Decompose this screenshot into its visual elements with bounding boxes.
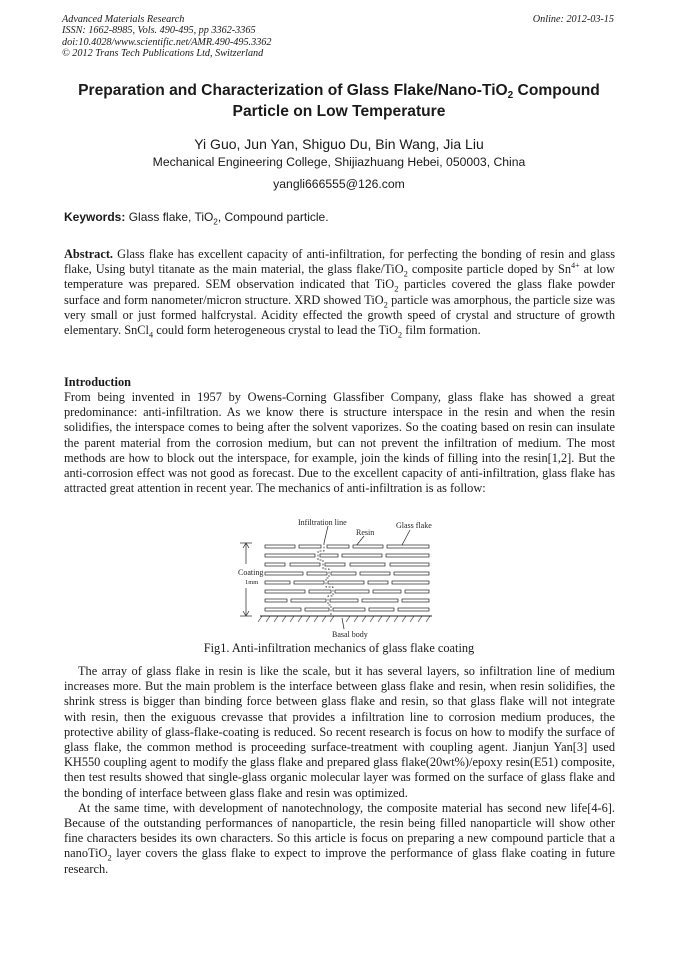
figure-caption: Fig1. Anti-infiltration mechanics of glass flake coating [203,641,475,655]
journal-name: Advanced Materials Research [62,14,185,25]
copyright-line: © 2012 Trans Tech Publications Ltd, Switzerland [62,48,264,60]
paper-title: Preparation and Characterization of Glass Flake/Nano-TiO$_2$ Compound Particle on Low Temperature [78,82,600,120]
body-paragraphs [64,664,615,877]
leader-resin [356,536,364,546]
label-coating: Coating [238,568,264,577]
keywords: Keywords: Glass flake, TiO$_2$, Compound particle. [64,210,329,227]
leader-basal [342,618,344,629]
abstract-label: Abstract. [64,247,114,261]
paragraph-3: At the same time, with development of nanotechnology, the composite material has second new life[4-6]. Because of the outstanding performances of nanoparticle, the resin being filled nanoparticle will show other fine characters besides its own characters. So this article is focus on preparing a new compound particle that a nanoTiO$_2$ layer covers the glass flake to expect to improve the performance of glass flake coating in future research. [64,800,615,876]
label-resin: Resin [356,528,375,537]
label-glass-flake: Glass flake [396,521,432,530]
glass-flake-layers [265,545,429,611]
affiliation: Mechanical Engineering College, Shijiazhuang Hebei, 050003, China [152,155,526,169]
keywords-label: Keywords: [64,210,126,224]
section-heading-introduction: Introduction [64,375,131,389]
journal-header [62,14,442,60]
doi-link[interactable]: doi:10.4028/www.scientific.net/AMR.490-495.3362 [62,36,272,48]
basal-hatching [258,616,430,622]
paragraph-2: The array of glass flake in resin is like the scale, but it has several layers, so infiltration line of medium increases more. But the main problem is the interface between glass flake and resin, when resin solidifies, the shrink stress is bigger than binding force between glass flake and resin, so that glass flake will not integrate with resin, then the exiguous crevasse that provides a infiltration line to corrosion medium produces, the protective ability of glass-flake-coating is reduced. So recent research is focus on how to modify the surface of glass flake, the common method is proceeding surface-treatment with coupling agent. Jianjun Yan[3] used KH550 coupling agent to modify the glass flake and prepared glass flake(20wt%)/epoxy resin(E51) composite, then test results showed that single-glass organic molecular layer was formed on the surface of glass flake and the bonding of interface between glass flake and resin was optimized. [64,664,615,800]
leader-infiltration [324,526,328,543]
author-list: Yi Guo, Jun Yan, Shiguo Du, Bin Wang, Jia Liu [194,136,484,152]
label-thickness: 1mm [245,579,259,586]
anti-infiltration-diagram [232,516,458,642]
label-infiltration-line: Infiltration line [298,518,347,527]
contact-email[interactable]: yangli666555@126.com [273,177,405,191]
label-basal-body: Basal body [332,630,368,639]
introduction-paragraph: From being invented in 1957 by Owens-Corning Glassfiber Company, glass flake has showed a great predominance: anti-infiltration. As we know there is structure interspace in the resin and when the resin solidifies, the interspace comes to being after the solvent vaporizes. So the coating based on resin can insulate the parent material from the corrosion medium, but can not prevent the infiltration of medium. The most methods are how to block out the interspace, for example, join the kinds of filling into the resin[1,2]. But the anti-corrosion effect was not good as forecast. Due to the excellent capacity of anti-infiltration, glass flake has attracted great attention in recent year. The mechanics of anti-infiltration is as follow: [64,390,615,496]
issn-line: ISSN: 1662-8985, Vols. 490-495, pp 3362-3365 [62,25,256,37]
abstract: Abstract. Glass flake has excellent capacity of anti-infiltration, for perfecting the bonding of resin and glass flake, Using butyl titanate as the main material, the glass flake/TiO$_2$ composite particle doped by $Sn^{4+}$ at low temperature was prepared. SEM observation indicated that TiO$_2$ particles covered the glass flake powder surface and form nanometer/micron structure. XRD showed TiO$_2$ particle was amorphous, the particle size was very small or just formed halfcrystal. Acidity effected the growth speed of crystal and structure of growth elementary. SnCl$_4$ could form heterogeneous crystal to lead the TiO$_2$ film formation. [64,247,615,340]
leader-glass [402,530,410,545]
online-date: Online: 2012-03-15 [532,14,614,25]
